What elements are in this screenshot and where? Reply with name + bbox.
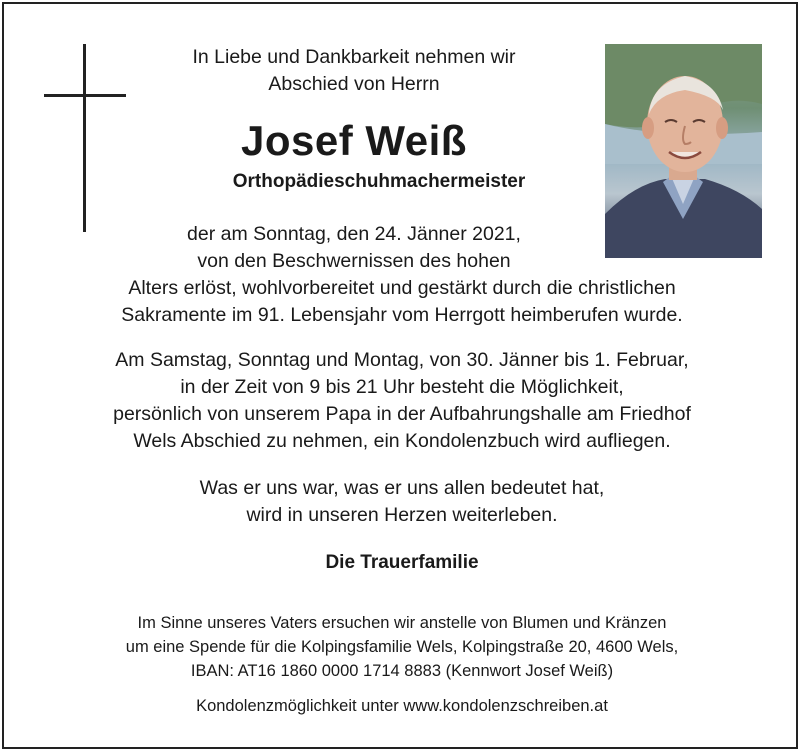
- intro-text: [114, 44, 594, 98]
- viewing-line: Wels Abschied zu nehmen, ein Kondolenzbuch wird aufliegen.: [133, 430, 671, 452]
- death-line: Alters erlöst, wohlvorbereitet und gestärkt durch die christlichen: [128, 277, 676, 299]
- memory-line: Was er uns war, was er uns allen bedeutet hat,: [199, 477, 605, 499]
- deceased-profession: Orthopädieschuhmachermeister: [232, 171, 526, 192]
- donation-line: IBAN: AT16 1860 0000 1714 8883 (Kennwort Josef Weiß): [190, 662, 614, 680]
- viewing-line: persönlich von unserem Papa in der Aufbahrungshalle am Friedhof: [113, 403, 691, 425]
- death-line: der am Sonntag, den 24. Jänner 2021,: [187, 223, 521, 245]
- viewing-text: [4, 347, 800, 455]
- condolence-link-text: Kondolenzmöglichkeit unter www.kondolenzschreiben.at: [196, 697, 608, 715]
- death-text-narrow: [114, 221, 594, 275]
- death-line: von den Beschwernissen des hohen: [197, 250, 511, 272]
- death-text-wide: [4, 275, 800, 329]
- intro-line: Abschied von Herrn: [268, 73, 440, 95]
- donation-line: um eine Spende für die Kolpingsfamilie Wels, Kolpingstraße 20, 4600 Wels,: [125, 638, 679, 656]
- donation-text: [4, 611, 800, 683]
- family-signature: Die Trauerfamilie: [325, 552, 479, 573]
- obituary-notice: [2, 2, 798, 749]
- viewing-line: Am Samstag, Sonntag und Montag, von 30. Jänner bis 1. Februar,: [115, 349, 689, 371]
- donation-line: Im Sinne unseres Vaters ersuchen wir anstelle von Blumen und Kränzen: [137, 614, 667, 632]
- memory-line: wird in unseren Herzen weiterleben.: [246, 504, 558, 526]
- memory-text: [4, 475, 800, 529]
- portrait-photo: [605, 44, 762, 258]
- death-line: Sakramente im 91. Lebensjahr vom Herrgott heimberufen wurde.: [121, 304, 683, 326]
- deceased-name: Josef Weiß: [241, 117, 467, 164]
- intro-line: In Liebe und Dankbarkeit nehmen wir: [192, 46, 516, 68]
- viewing-line: in der Zeit von 9 bis 21 Uhr besteht die Möglichkeit,: [180, 376, 624, 398]
